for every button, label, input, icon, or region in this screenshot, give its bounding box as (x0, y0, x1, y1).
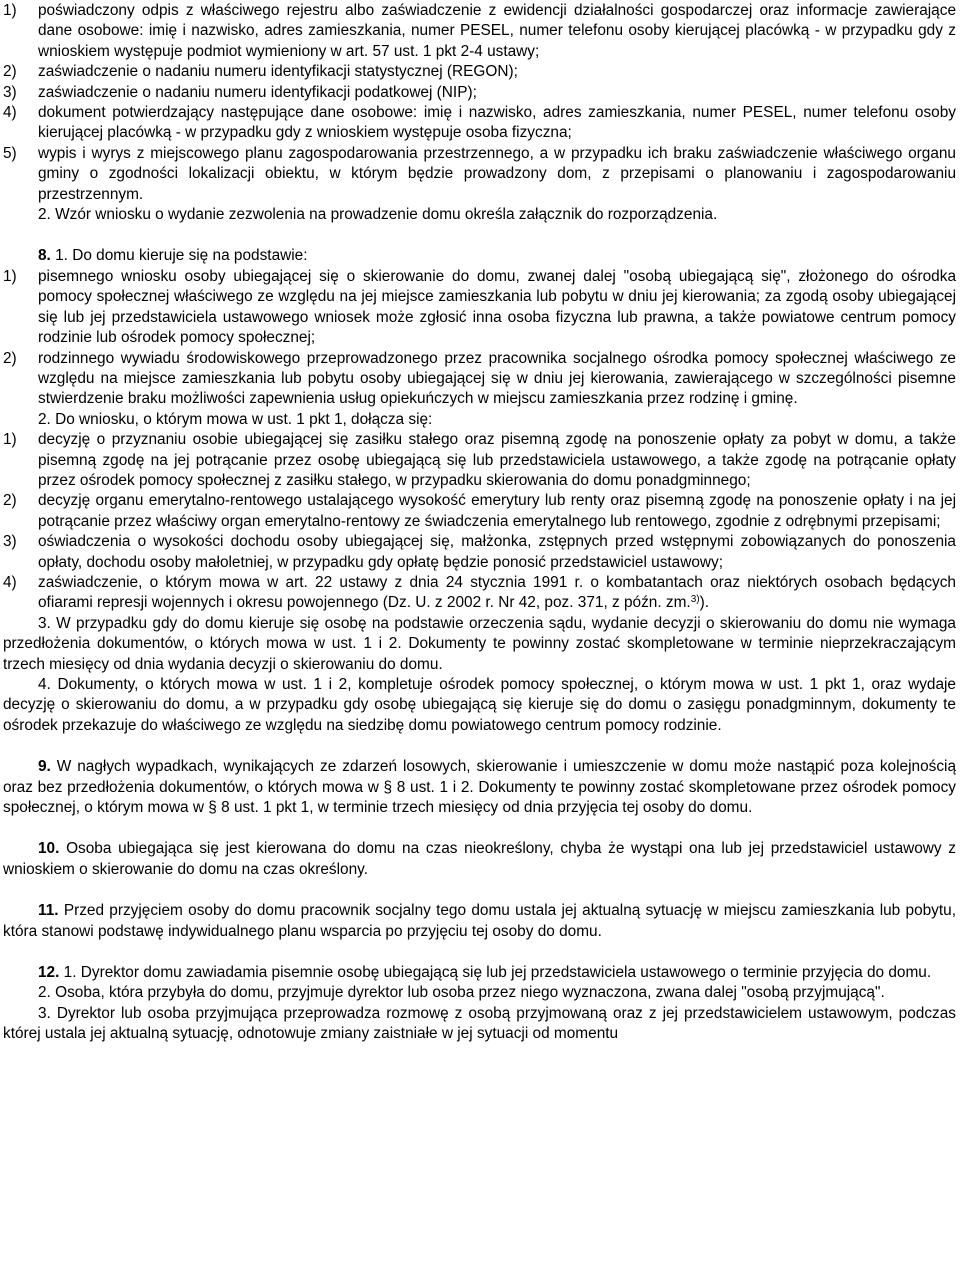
list-text: poświadczony odpis z właściwego rejestru albo zaświadczenie z ewidencji działalności gospodarczej oraz informacje zawierające dane osobowe: imię i nazwisko, adres zamieszkania, numer PESEL, numer telefonu osoby kierującej placówką - w przypadku gdy z wnioskiem występuje podmiot wymieniony w art. 57 ust. 1 pkt 2-4 ustawy; (38, 2, 956, 60)
list-item (3, 144, 956, 205)
list-number: 4) (3, 104, 17, 122)
section-11 (3, 901, 956, 942)
list-number: 2) (3, 492, 17, 510)
document-page (0, 1, 960, 1283)
paragraph-text: 1. Dyrektor domu zawiadamia pisemnie osobę ubiegającą się lub jej przedstawiciela ustawowego o terminie przyjęcia do domu. (59, 964, 932, 982)
section-number: 9. (38, 758, 51, 776)
paragraph: 2. Osoba, która przybyła do domu, przyjmuje dyrektor lub osoba przez niego wyznaczona, zwana dalej "osobą przyjmującą". (38, 984, 885, 1002)
list-text: wypis i wyrys z miejscowego planu zagospodarowania przestrzennego, a w przypadku ich braku zaświadczenie właściwego organu gminy o zgodności lokalizacji obiektu, w którym będzie prowadzony dom, z przepisami o planowaniu i zagospodarowaniu przestrzennym. (38, 144, 956, 203)
section-10 (3, 839, 956, 880)
list-number: 1) (3, 267, 17, 285)
list-text: dokument potwierdzający następujące dane osobowe: imię i nazwisko, adres zamieszkania, numer PESEL, numer telefonu osoby kierującej placówką - w przypadku gdy z wnioskiem występuje osoba fizyczna; (38, 104, 956, 142)
paragraph: 2. Wzór wniosku o wydanie zezwolenia na prowadzenie domu określa załącznik do rozporządzenia. (38, 206, 718, 224)
paragraph-text: Osoba ubiegająca się jest kierowana do domu na czas nieokreślony, chyba że wystąpi ona lub jej przedstawiciel ustawowy z wnioskiem o skierowanie do domu na czas określony. (3, 840, 956, 878)
list-item (3, 1, 956, 62)
section-12 (3, 963, 956, 983)
list-number: 1) (3, 2, 17, 19)
list-text: zaświadczenie o nadaniu numeru identyfikacji statystycznej (REGON); (38, 63, 518, 81)
list-item (3, 267, 956, 349)
list-item (3, 491, 956, 532)
list-number: 1) (3, 431, 17, 449)
list-item (3, 62, 956, 82)
list-item (3, 532, 956, 573)
footnote-ref: 3) (690, 594, 700, 606)
paragraph-text: 1. Do domu kieruje się na podstawie: (50, 247, 308, 265)
section-8-intro (3, 246, 956, 266)
paragraph-text: W nagłych wypadkach, wynikających ze zdarzeń losowych, skierowanie i umieszczenie w domu może nastąpić poza kolejnością oraz bez przedłożenia dokumentów, o których mowa w § 8 ust. 1 i 2. Dokumenty te powinny zostać skompletowane przez ośrodek pomocy społecznej, o którym mowa w § 8 ust. 1 pkt 1, w terminie trzech miesięcy od dnia przyjęcia tej osoby do domu. (3, 758, 956, 817)
list-number: 2) (3, 63, 17, 81)
paragraph: 2. Do wniosku, o którym mowa w ust. 1 pkt 1, dołącza się: (38, 410, 433, 428)
section-number: 12. (38, 964, 60, 982)
list-number: 3) (3, 83, 17, 101)
list-text (38, 573, 956, 614)
section-number: 11. (38, 902, 59, 920)
paragraph-text: Przed przyjęciem osoby do domu pracownik socjalny tego domu ustala jej aktualną sytuację w miejscu zamieszkania lub pobytu, która stanowi podstawę indywidualnego planu wsparcia po przyjęciu tej osoby do domu. (3, 902, 956, 940)
list-number: 5) (3, 144, 17, 162)
paragraph: 3. Dyrektor lub osoba przyjmująca przeprowadza rozmowę z osobą przyjmowaną oraz z jej przedstawicielem ustawowym, podczas której ustala jej aktualną sytuację, odnotowuje zmiany zaistniałe w jej sytuacji od momentu (3, 1004, 956, 1043)
list-text: decyzję organu emerytalno-rentowego ustalającego wysokość emerytury lub renty oraz pisemną zgodę na ponoszenie opłaty i na jej potrącanie przez właściwy organ emerytalno-rentowy ze świadczenia emerytalnego lub rentowego, zgodnie z odrębnymi przepisami; (38, 492, 956, 530)
section-number: 8. (38, 247, 51, 265)
list-text-tail: ). (699, 594, 710, 612)
list-item (3, 573, 956, 614)
list-text-main: zaświadczenie, o którym mowa w art. 22 ustawy z dnia 24 stycznia 1991 r. o kombatantach oraz niektórych osobach będących ofiarami represji wojennych i okresu powojennego (Dz. U. z 2002 r. Nr 42, poz. 371, z późn. zm. (38, 573, 956, 612)
list-item (3, 430, 956, 491)
list-number: 3) (3, 533, 17, 551)
list-text: rodzinnego wywiadu środowiskowego przeprowadzonego przez pracownika socjalnego ośrodka pomocy społecznej właściwego ze względu na miejsce zamieszkania lub pobytu osoby ubiegającej się w dniu jej kierowania, zawierającego w szczególności pisemne stwierdzenie braku możliwości zapewnienia usług opiekuńczych w miejscu zamieszkania przez rodzinę i gminę. (38, 349, 956, 408)
list-item (3, 103, 956, 144)
list-text: decyzję o przyznaniu osobie ubiegającej się zasiłku stałego oraz pisemną zgodę na ponoszenie opłaty za pobyt w domu, a także pisemną zgodę na jej potrącanie przez osobę ubiegającą się lub przedstawiciela ustawowego, a także zgodę na potrącanie opłaty przez ośrodek pomocy społecznej z zasiłku stałego, w przypadku skierowania do domu ponadgminnego; (38, 431, 956, 489)
paragraph: 3. W przypadku gdy do domu kieruje się osobę na podstawie orzeczenia sądu, wydanie decyzji o skierowaniu do domu nie wymaga przedłożenia dokumentów, o których mowa w ust. 1 i 2. Dokumenty te powinny zostać skompletowane w terminie nieprzekraczającym trzech miesięcy od dnia wydania decyzji o skierowaniu do domu. (3, 614, 956, 673)
list-text: zaświadczenie o nadaniu numeru identyfikacji podatkowej (NIP); (38, 83, 477, 101)
list-number: 2) (3, 349, 17, 367)
list-text: oświadczenia o wysokości dochodu osoby ubiegającej się, małżonka, zstępnych przed wstępnymi zobowiązanych do ponoszenia opłaty, dochodu osoby małoletniej, w przypadku gdy opłatę będzie ponosić przedstawiciel ustawowy; (38, 533, 956, 571)
list-item (3, 83, 956, 103)
list-item (3, 349, 956, 410)
paragraph: 4. Dokumenty, o których mowa w ust. 1 i 2, kompletuje ośrodek pomocy społecznej, o którym mowa w ust. 1 pkt 1, oraz wydaje decyzję o skierowaniu do domu, a w przypadku gdy osobę ubiegającą się kieruje się do domu o zasięgu ponadgminnym, dokumenty te ośrodek przekazuje do właściwego ze względu na siedzibę domu powiatowego centrum pomocy rodzinie. (3, 676, 956, 734)
section-9 (3, 757, 956, 818)
list-number: 4) (3, 573, 17, 591)
section-number: 10. (38, 840, 60, 858)
list-text: pisemnego wniosku osoby ubiegającej się o skierowanie do domu, zwanej dalej "osobą ubiegającą się", złożonego do ośrodka pomocy społecznej właściwego ze względu na jej miejsce zamieszkania lub pobytu w dniu jej kierowania; za zgodą osoby ubiegającej się lub jej przedstawiciela ustawowego wniosek może zgłosić inna osoba fizyczna lub prawna, a także powiatowe centrum pomocy rodzinie lub ośrodek pomocy społecznej; (38, 267, 956, 347)
